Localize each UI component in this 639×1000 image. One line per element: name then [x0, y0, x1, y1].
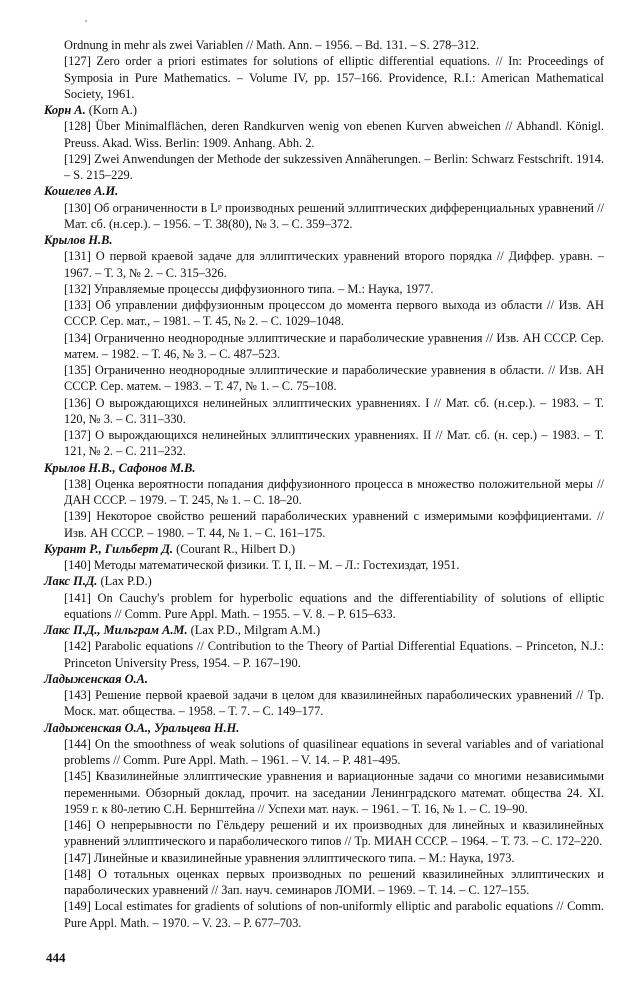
author-original-name: (Korn A.): [85, 103, 137, 117]
reference-entry: [149] Local estimates for gradients of solutions of non-uniformly elliptic and parabolic equations // Comm. Pure Appl. Math. – 1970. – V. 23. – P. 677–703.: [64, 899, 604, 930]
author-heading: [44, 622, 604, 638]
author-name: Курант Р., Гильберт Д.: [44, 541, 174, 556]
author-name: Крылов Н.В.: [44, 233, 113, 247]
reference-entry: [127] Zero order a priori estimates for solutions of elliptic differential equations. // In: Proceedings of Symposia in Pure Mathematics. – Volume IV, pp. 157–166. Providence, R.I.: American Mathematical Society, 1961.: [64, 54, 604, 101]
author-heading: [44, 102, 604, 118]
reference-entry: [136] О вырождающихся нелинейных эллиптических уравнениях. I // Мат. сб. (н.сер.). – 1983. – Т. 120, № 3. – С. 311–330.: [64, 395, 604, 426]
author-original-name: (Courant R., Hilbert D.): [173, 541, 296, 556]
author-original-name: (Lax P.D.): [97, 574, 152, 589]
reference-entry: [142] Parabolic equations // Contribution to the Theory of Partial Differential Equations. – Princeton, N.J.: Princeton University Press, 1954. – P. 167–190.: [64, 639, 604, 670]
reference-entry: [148] О тотальных оценках первых производных по решений квазилинейных эллиптических и параболических уравнений // Зап. науч. семинаров ЛОМИ. – 1969. – Т. 14. – С. 127–155.: [64, 866, 604, 897]
reference-entry: [138] Оценка вероятности попадания диффузионного процесса в множество положительной меры // ДАН СССР. – 1979. – Т. 245, № 1. – С. 18–20.: [64, 476, 604, 507]
author-name: Ладыженская О.А.: [44, 671, 149, 686]
reference-entry: [147] Линейные и квазилинейные уравнения эллиптического типа. – М.: Наука, 1973.: [64, 850, 515, 865]
reference-entry: Ordnung in mehr als zwei Variablen // Math. Ann. – 1956. – Bd. 131. – S. 278–312.: [64, 38, 480, 52]
author-heading: [44, 541, 604, 557]
author-heading: [44, 720, 604, 736]
reference-entry: [146] О непрерывности по Гёльдеру решений и их производных для линейных и квазилинейных уравнений эллиптического и параболического типов // Тр. МИАН СССР. – 1964. – Т. 73. – С. 172–220.: [64, 818, 604, 849]
reference-entry: [130] Об ограниченности в Lᵖ производных решений эллиптических дифференциальных уравнений // Мат. сб. (н.сер.). – 1956. – Т. 38(80), № 3. – С. 359–372.: [64, 200, 604, 231]
reference-list: [44, 37, 604, 931]
author-name: Лакс П.Д., Мильграм А.М.: [44, 623, 188, 637]
reference-entry: [132] Управляемые процессы диффузионного типа. – М.: Наука, 1977.: [64, 281, 434, 296]
reference-entry: [141] On Cauchy's problem for hyperbolic equations and the differentiability of solutions of elliptic equations // Comm. Pure Appl. Math. – 1955. – V. 8. – P. 615–633.: [64, 590, 604, 621]
reference-entry: [143] Решение первой краевой задачи в целом для квазилинейных параболических уравнений // Тр. Моск. мат. общества. – 1958. – Т. 7. – С. 149–177.: [64, 688, 604, 719]
reference-entry: [131] О первой краевой задаче для эллиптических уравнений второго порядка // Диффер. уравн. – 1967. – Т. 3, № 2. – С. 315–326.: [64, 249, 604, 280]
reference-entry: [134] Ограниченно неоднородные эллиптические и параболические уравнения // Изв. АН СССР. Сер. матем. – 1982. – Т. 46, № 3. – С. 487–523.: [64, 330, 604, 361]
reference-entry: [140] Методы математической физики. Т. I, II. – М. – Л.: Гостехиздат, 1951.: [64, 558, 460, 572]
reference-entry: [133] Об управлении диффузионным процессом до момента первого выхода из области // Изв. АН СССР. Сер. мат., – 1981. – Т. 45, № 2. – С. 1029–1048.: [64, 298, 604, 329]
author-heading: [44, 671, 604, 687]
author-name: Лакс П.Д.: [44, 574, 98, 589]
author-heading: [44, 232, 604, 248]
author-name: Крылов Н.В., Сафонов М.В.: [44, 460, 196, 475]
page-number: 444: [46, 950, 66, 965]
author-name: Корн А.: [44, 103, 86, 117]
reference-entry: [139] Некоторое свойство решений параболических уравнений с измеримыми коэффициентами. // Изв. АН СССР. – 1980. – Т. 44, № 1. – С. 161–175.: [64, 509, 604, 540]
reference-entry: [137] О вырождающихся нелинейных эллиптических уравнениях. II // Мат. сб. (н. сер.) – 1983. – Т. 121, № 2. – С. 211–232.: [64, 428, 604, 459]
author-original-name: (Lax P.D., Milgram A.M.): [187, 623, 321, 637]
author-heading: [44, 183, 604, 199]
author-heading: [44, 460, 604, 476]
reference-entry: [145] Квазилинейные эллиптические уравнения и вариационные задачи со многими независимыми переменными. Обзорный доклад, прочит. на заседании Ленинградского математ. общества 24. XI. 1959 г. к 80-летию С.Н. Бернштейна // Успехи мат. наук. – 1961. – Т. 16, № 1. – С. 19–90.: [64, 769, 604, 816]
author-name: Кошелев А.И.: [44, 184, 119, 199]
reference-entry: [135] Ограниченно неоднородные эллиптические и параболические уравнения в области. // Изв. АН СССР. Сер. матем. – 1983. – Т. 47, № 1. – С. 75–108.: [64, 363, 604, 394]
author-heading: [44, 573, 604, 589]
page-marker: ': [85, 18, 87, 30]
reference-entry: [144] On the smoothness of weak solutions of quasilinear equations in several variables and of variational problems // Comm. Pure Appl. Math. – 1961. – V. 14. – P. 481–495.: [64, 736, 604, 767]
reference-entry: [129] Zwei Anwendungen der Methode der sukzessiven Annäherungen. – Berlin: Schwarz Festschrift. 1914. – S. 215–229.: [64, 151, 604, 182]
reference-entry: [128] Über Minimalflächen, deren Randkurven wenig von ebenen Kurven abweichen // Abhandl. Königl. Preuss. Akad. Wiss. Berlin: 1909. Anhang. Abh. 2.: [64, 119, 604, 150]
author-name: Ладыженская О.А., Уральцева Н.Н.: [44, 720, 240, 735]
